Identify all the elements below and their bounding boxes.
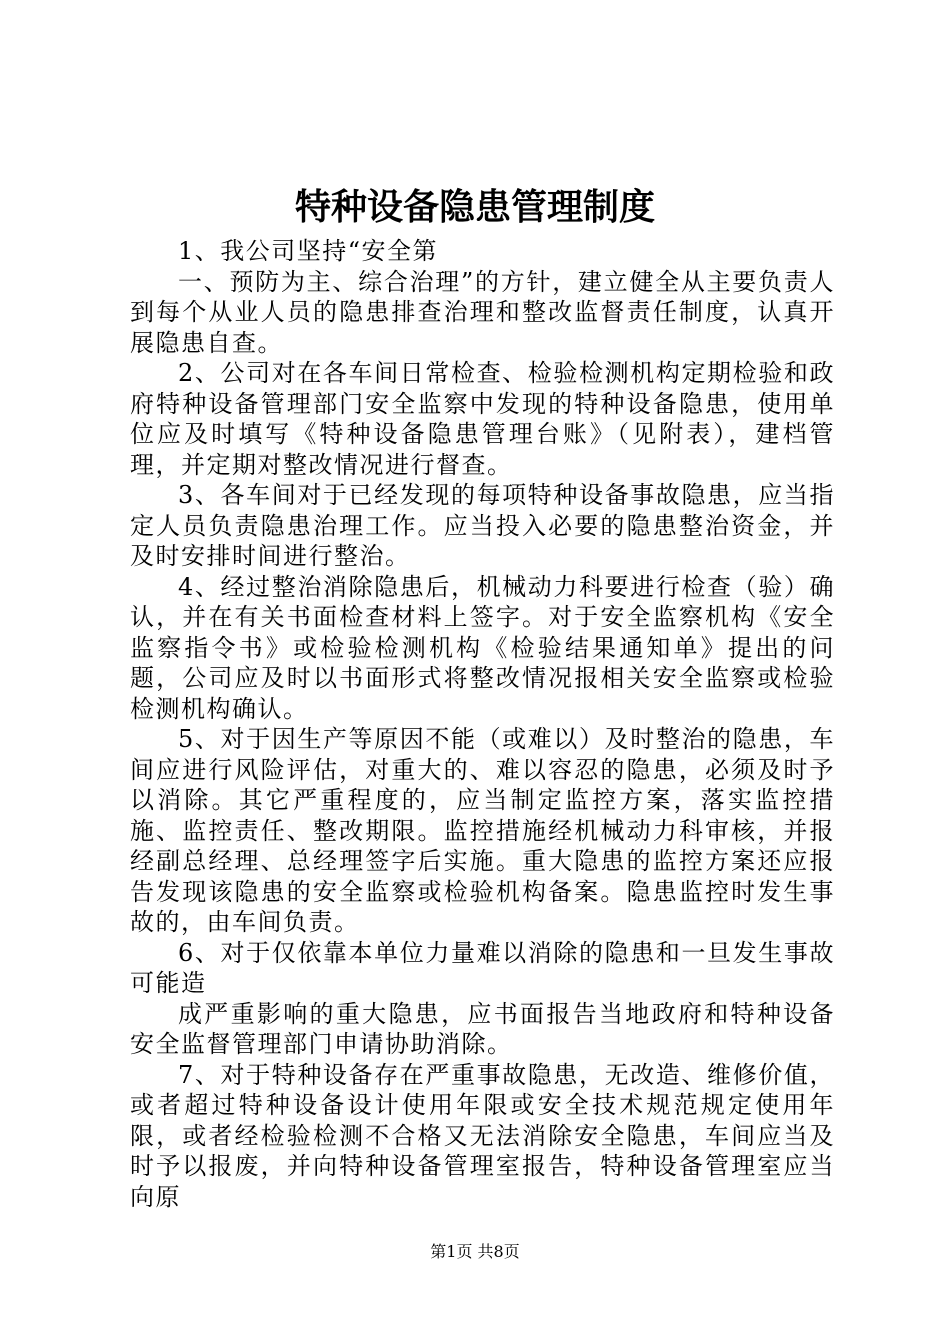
paragraph-7: 6、对于仅依靠本单位力量难以消除的隐患和一旦发生事故可能造	[130, 938, 835, 997]
paragraph-2: 一、预防为主、综合治理”的方针，建立健全从主要负责人到每个从业人员的隐患排查治理和整改监督责任制度，认真开展隐患自查。	[130, 267, 835, 357]
paragraph-3: 2、公司对在各车间日常检查、检验检测机构定期检验和政府特种设备管理部门安全监察中发现的特种设备隐患，使用单位应及时填写《特种设备隐患管理台账》（见附表），建档管理，并定期对整改情况进行督查。	[130, 359, 835, 479]
document-body	[130, 236, 835, 1212]
paragraph-8: 成严重影响的重大隐患，应书面报告当地政府和特种设备安全监督管理部门申请协助消除。	[130, 999, 835, 1058]
document-title: 特种设备隐患管理制度	[294, 187, 655, 228]
paragraph-4: 3、各车间对于已经发现的每项特种设备事故隐患，应当指定人员负责隐患治理工作。应当投入必要的隐患整治资金，并及时安排时间进行整治。	[130, 481, 835, 570]
paragraph-9: 7、对于特种设备存在严重事故隐患，无改造、维修价值，或者超过特种设备设计使用年限或安全技术规范规定使用年限，或者经检验检测不合格又无法消除安全隐患，车间应当及时予以报废，并向特种设备管理室报告，特种设备管理室应当向原	[130, 1060, 835, 1211]
paragraph-6: 5、对于因生产等原因不能（或难以）及时整治的隐患，车间应进行风险评估，对重大的、难以容忍的隐患，必须及时予以消除。其它严重程度的，应当制定监控方案，落实监控措施、监控责任、整改期限。监控措施经机械动力科审核，并报经副总经理、总经理签字后实施。重大隐患的监控方案还应报告发现该隐患的安全监察或检验机构备案。隐患监控时发生事故的，由车间负责。	[130, 725, 835, 936]
paragraph-5: 4、经过整治消除隐患后，机械动力科要进行检查（验）确认，并在有关书面检查材料上签字。对于安全监察机构《安全监察指令书》或检验检测机构《检验结果通知单》提出的问题，公司应及时以书面形式将整改情况报相关安全监察或检验检测机构确认。	[130, 572, 835, 723]
paragraph-1: 1、我公司坚持“安全第	[178, 237, 439, 265]
page-footer: 第1页 共8页	[430, 1242, 520, 1261]
